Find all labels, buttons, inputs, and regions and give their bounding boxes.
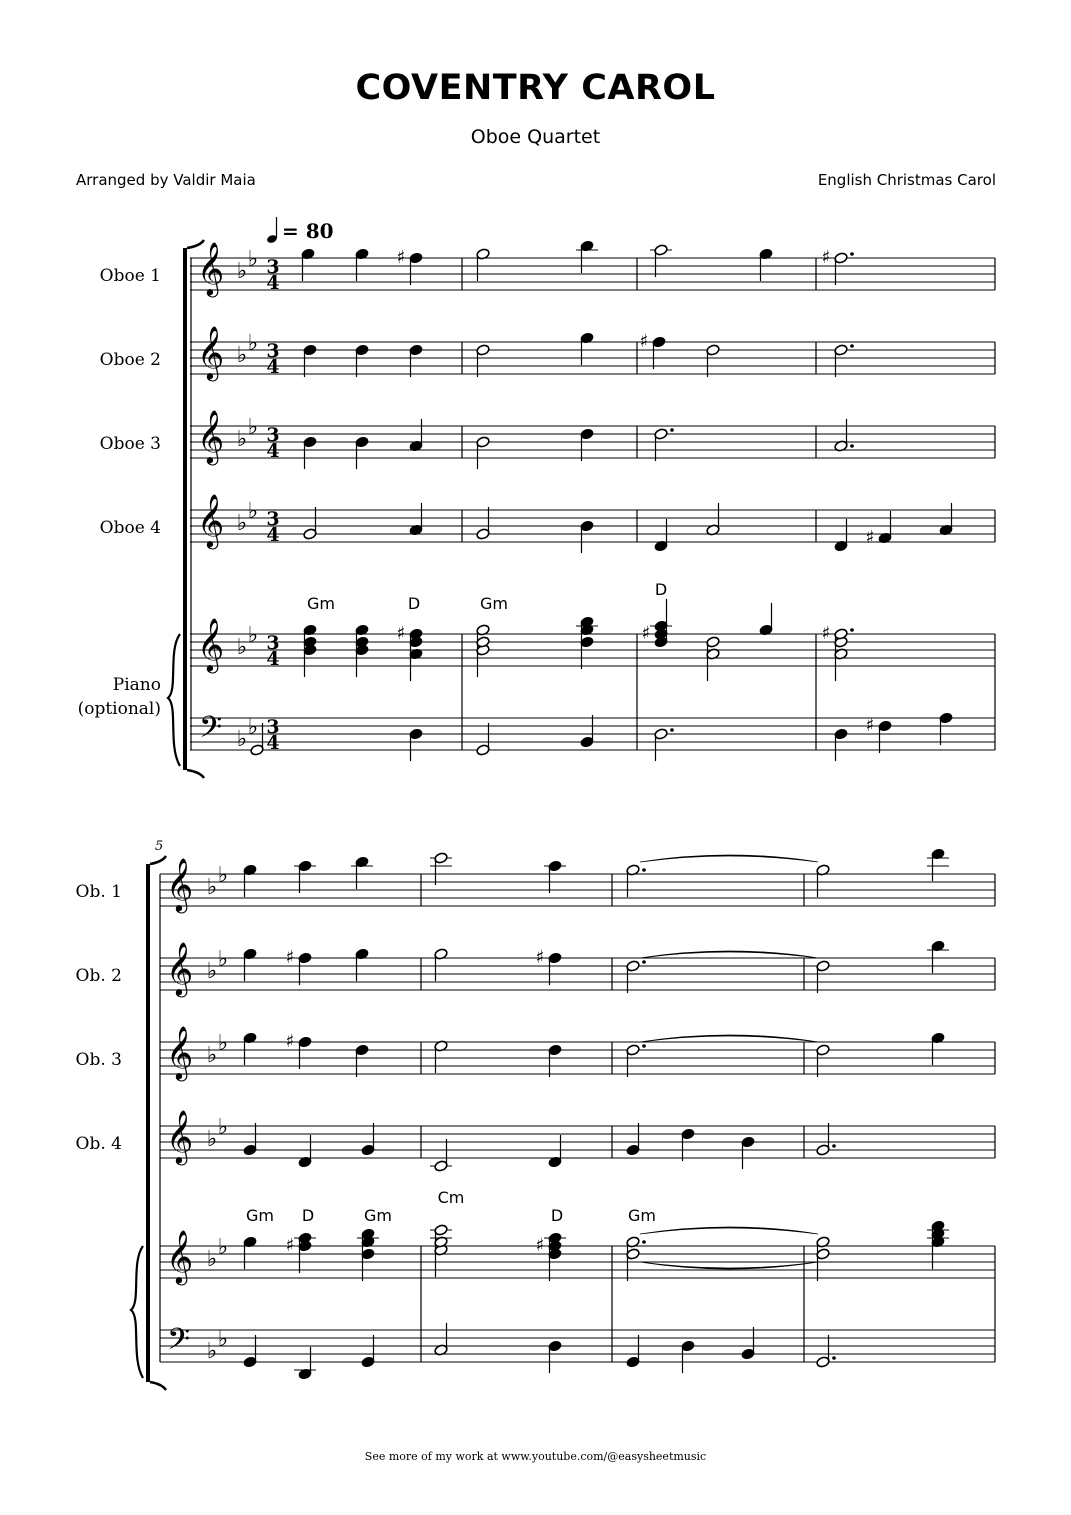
instrument-label: Oboe 2	[99, 350, 161, 370]
time-sig-numerator: 3	[266, 340, 280, 362]
system-bracket	[187, 770, 204, 778]
chord-symbol: Gm	[246, 1206, 274, 1225]
instrument-label: Piano	[112, 675, 161, 695]
instrument-label: Ob. 1	[75, 882, 122, 902]
chord-symbol: Cm	[437, 1188, 465, 1207]
system-bracket	[150, 856, 166, 864]
flat-icon: ♭	[217, 1031, 229, 1056]
tie	[640, 1262, 818, 1269]
time-sig-numerator: 3	[266, 508, 280, 530]
sharp-icon: ♯	[639, 331, 649, 352]
chord-symbol: Gm	[364, 1206, 392, 1225]
piano-brace	[131, 1246, 143, 1378]
chord-symbol: D	[407, 594, 421, 613]
flat-icon: ♭	[247, 623, 259, 648]
treble-clef-icon: 𝄞	[197, 241, 225, 295]
score-subtitle: Oboe Quartet	[470, 126, 601, 148]
augmentation-dot	[642, 960, 646, 964]
treble-clef-icon: 𝄞	[166, 1229, 194, 1283]
arranger-credit: Arranged by Valdir Maia	[76, 171, 256, 189]
flat-icon: ♭	[236, 635, 248, 660]
sharp-icon: ♯	[641, 623, 651, 644]
instrument-label: (optional)	[77, 699, 161, 719]
time-sig-denominator: 4	[266, 356, 280, 378]
time-sig-numerator: 3	[266, 424, 280, 446]
flat-icon: ♭	[217, 1115, 229, 1140]
instrument-label: Oboe 1	[99, 266, 161, 286]
treble-clef-icon: 𝄞	[197, 325, 225, 379]
sharp-icon: ♯	[821, 623, 831, 644]
tie	[640, 855, 818, 862]
instrument-label: Ob. 4	[75, 1134, 122, 1154]
augmentation-dot	[642, 1044, 646, 1048]
footer-note: See more of my work at www.youtube.com/@easysheetmusic	[364, 1450, 707, 1463]
augmentation-dot	[850, 344, 854, 348]
flat-icon: ♭	[247, 715, 259, 740]
instrument-label: Ob. 2	[75, 966, 122, 986]
treble-clef-icon: 𝄞	[197, 617, 225, 671]
augmentation-dot	[832, 1356, 836, 1360]
chord-symbol: Gm	[480, 594, 508, 613]
flat-icon: ♭	[236, 511, 248, 536]
augmentation-dot	[832, 1144, 836, 1148]
treble-clef-icon: 𝄞	[166, 1025, 194, 1079]
time-sig-numerator: 3	[266, 632, 280, 654]
sharp-icon: ♯	[396, 623, 406, 644]
flat-icon: ♭	[217, 947, 229, 972]
sharp-icon: ♯	[865, 527, 875, 548]
instrument-label: Oboe 4	[99, 518, 161, 538]
augmentation-dot	[670, 728, 674, 732]
flat-icon: ♭	[206, 1247, 218, 1272]
chord-symbol: D	[550, 1206, 564, 1225]
augmentation-dot	[850, 252, 854, 256]
flat-icon: ♭	[247, 247, 259, 272]
instrument-label: Oboe 3	[99, 434, 161, 454]
composer-credit: English Christmas Carol	[817, 171, 996, 189]
sharp-icon: ♯	[285, 1235, 295, 1256]
score-title: COVENTRY CAROL	[355, 68, 716, 108]
tempo-marking: = 80	[282, 219, 334, 243]
flat-icon: ♭	[236, 259, 248, 284]
sharp-icon: ♯	[535, 947, 545, 968]
tie	[640, 951, 818, 958]
chord-symbol: D	[301, 1206, 315, 1225]
piano-brace	[168, 634, 180, 766]
time-sig-numerator: 3	[266, 256, 280, 278]
flat-icon: ♭	[217, 1327, 229, 1352]
flat-icon: ♭	[206, 1339, 218, 1364]
flat-icon: ♭	[247, 331, 259, 356]
augmentation-dot	[670, 428, 674, 432]
treble-clef-icon: 𝄞	[197, 409, 225, 463]
instrument-label: Ob. 3	[75, 1050, 122, 1070]
flat-icon: ♭	[206, 1127, 218, 1152]
flat-icon: ♭	[206, 1043, 218, 1068]
sharp-icon: ♯	[285, 947, 295, 968]
sharp-icon: ♯	[821, 247, 831, 268]
flat-icon: ♭	[206, 875, 218, 900]
augmentation-dot	[850, 628, 854, 632]
sharp-icon: ♯	[285, 1031, 295, 1052]
flat-icon: ♭	[217, 1235, 229, 1260]
time-sig-denominator: 4	[266, 648, 280, 670]
flat-icon: ♭	[217, 863, 229, 888]
bass-clef-icon: 𝄢	[167, 1323, 191, 1364]
tie	[640, 1035, 818, 1042]
augmentation-dot	[850, 444, 854, 448]
flat-icon: ♭	[236, 727, 248, 752]
time-sig-denominator: 4	[266, 272, 280, 294]
bass-clef-icon: 𝄢	[199, 711, 223, 752]
augmentation-dot	[642, 868, 646, 872]
treble-clef-icon: 𝄞	[166, 1109, 194, 1163]
sharp-icon: ♯	[865, 715, 875, 736]
system-bracket	[150, 1382, 166, 1390]
tie	[640, 1227, 818, 1234]
flat-icon: ♭	[247, 415, 259, 440]
time-sig-denominator: 4	[266, 524, 280, 546]
flat-icon: ♭	[247, 499, 259, 524]
flat-icon: ♭	[236, 343, 248, 368]
flat-icon: ♭	[206, 959, 218, 984]
sharp-icon: ♯	[535, 1235, 545, 1256]
treble-clef-icon: 𝄞	[166, 941, 194, 995]
chord-symbol: Gm	[628, 1206, 656, 1225]
augmentation-dot	[642, 1240, 646, 1244]
treble-clef-icon: 𝄞	[166, 857, 194, 911]
system-bracket	[183, 248, 187, 770]
flat-icon: ♭	[236, 427, 248, 452]
time-sig-numerator: 3	[266, 716, 280, 738]
chord-symbol: Gm	[307, 594, 335, 613]
treble-clef-icon: 𝄞	[197, 493, 225, 547]
system-bracket	[146, 864, 150, 1382]
time-sig-denominator: 4	[266, 440, 280, 462]
sharp-icon: ♯	[396, 247, 406, 268]
measure-number: 5	[155, 839, 164, 854]
chord-symbol: D	[654, 580, 668, 599]
time-sig-denominator: 4	[266, 732, 280, 754]
